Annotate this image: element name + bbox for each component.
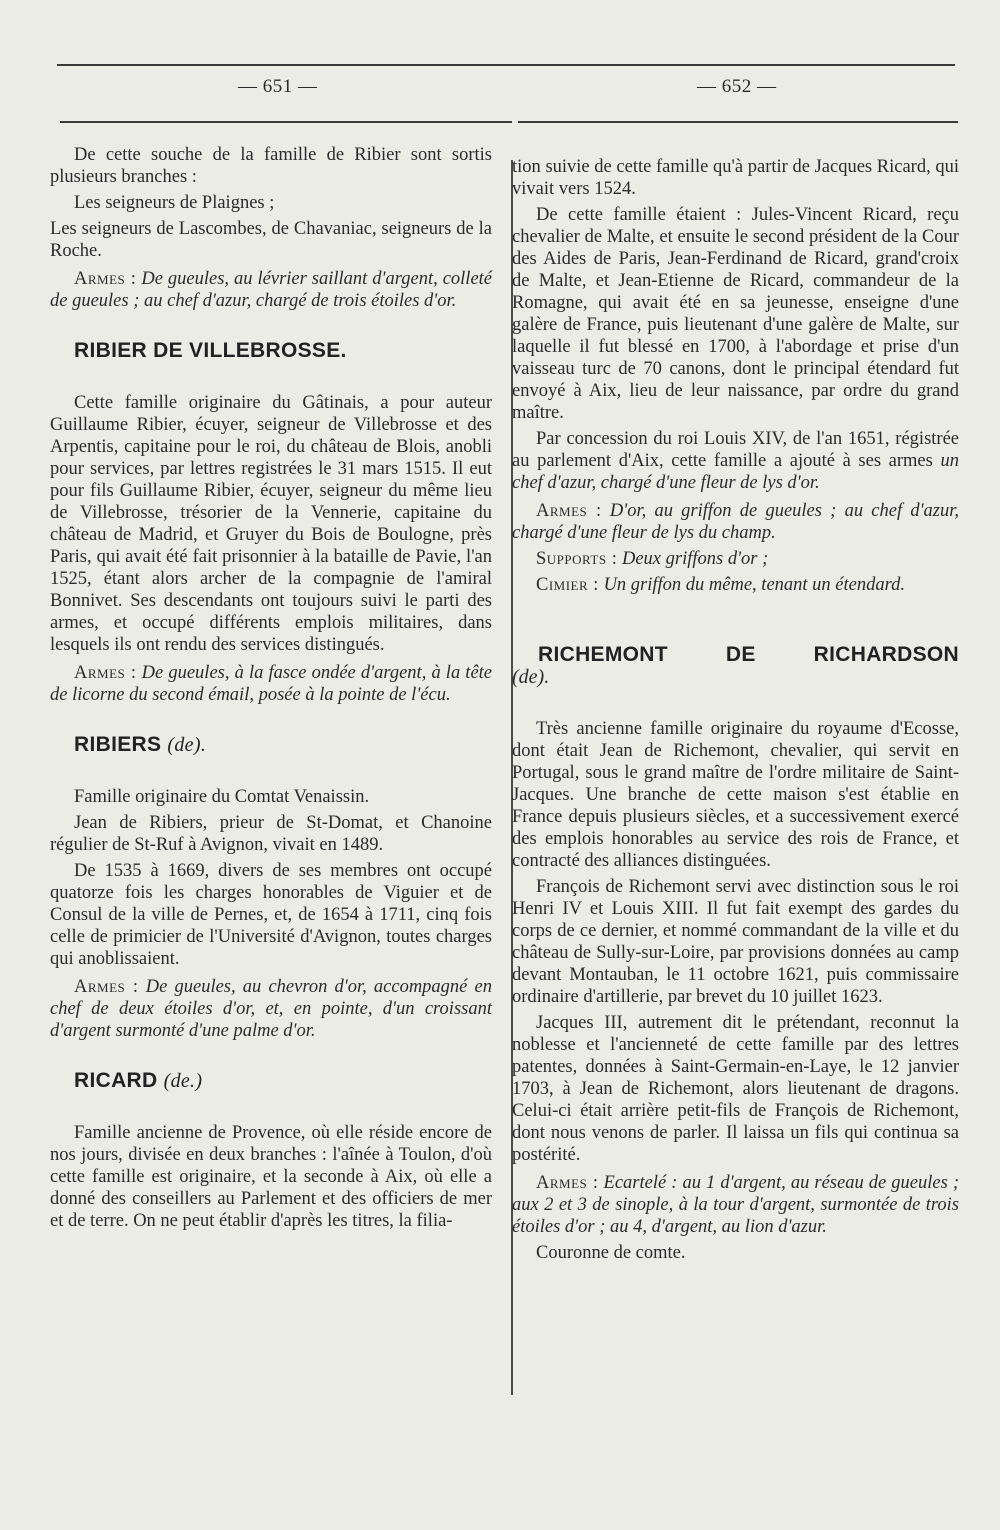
arms-label: Armes : — [74, 269, 137, 289]
paragraph: Famille originaire du Comtat Venaissin. — [74, 787, 370, 807]
arms-text: De gueules, à la fasce ondée d'argent, à la tête de licorne du second émail, posée à la pointe de l'écu. — [50, 663, 493, 705]
arms-paragraph — [512, 1172, 959, 1238]
arms-paragraph — [512, 500, 959, 544]
cimier-paragraph — [512, 574, 959, 596]
arms-label: Armes : — [74, 663, 137, 683]
section-heading-ribiers — [74, 734, 492, 756]
paragraph: tion suivie de cette famille qu'à partir de Jacques Ricard, qui vivait vers 1524. — [512, 157, 959, 199]
supports-label: Supports : — [536, 549, 618, 569]
paragraph: Jean de Ribiers, prieur de St-Domat, et Chanoine régulier de St-Ruf à Avignon, vivait en 1489. — [50, 813, 492, 855]
right-column — [512, 156, 959, 1268]
arms-paragraph — [50, 268, 492, 312]
paragraph: Famille ancienne de Provence, où elle réside encore de nos jours, divisée en deux branches : l'aînée à Toulon, d'où cette famille est originaire, et la seconde à Aix, où elle a donné des conseillers au Parlement et des officiers de mer et de terre. On ne peut établir d'après les titres, la filia- — [50, 1123, 492, 1231]
page-number-left: — 651 — — [238, 76, 318, 97]
arms-text: D'or, au griffon de gueules ; au chef d'azur, chargé d'une fleur de lys du champ. — [512, 501, 960, 543]
paragraph: Très ancienne famille originaire du royaume d'Ecosse, dont était Jean de Richemont, chevalier, qui servit en Portugal, sous le grand maître de l'ordre militaire de Saint-Jacques. Une branche de cette maison s'est établie en France depuis plusieurs siècles, et a successivement exercé des emplois honorables au service des rois de France, et contracté des alliances distinguées. — [512, 719, 959, 871]
arms-paragraph — [50, 976, 492, 1042]
paragraph: De 1535 à 1669, divers de ses membres ont occupé quatorze fois les charges honorables de Viguier et de Consul de la ville de Pernes, et, de 1654 à 1711, cinq fois celle de primicier de l'Université d'Avignon, toutes charges qui anoblissaient. — [50, 861, 492, 969]
paragraph: François de Richemont servi avec distinction sous le roi Henri IV et Louis XIII. Il fut fait exempt des gardes du corps de ce dernier, et nommé commandant de la ville et du château de Sully-sur-Loire, par provisions données au camp devant Montauban, le 11 octobre 1621, puis commissaire ordinaire d'artillerie, par brevet du 10 juillet 1623. — [512, 877, 959, 1007]
section-heading: RIBIER DE VILLEBROSSE. — [74, 339, 347, 362]
paragraph-italic: un chef d'azur, chargé d'une fleur de lys d'or. — [512, 451, 959, 493]
cimier-label: Cimier : — [536, 575, 599, 595]
arms-paragraph — [50, 662, 492, 706]
heading-particle: (de). — [167, 734, 207, 756]
paragraph — [512, 428, 959, 494]
section-heading-ricard — [74, 1070, 492, 1092]
paragraph: Jacques III, autrement dit le prétendant, reconnut la noblesse et l'ancienneté de cette famille par des lettres patentes, données à Saint-Germain-en-Laye, le 12 janvier 1703, à Jean de Richemont, alors lieutenant de dragons. Celui-ci était arrière petit-fils de François de Richemont, dont nous venons de parler. Il laissa un fils qui continua sa postérité. — [512, 1013, 959, 1165]
section-heading-richemont: RICHEMONT DE RICHARDSON — [538, 643, 959, 666]
paragraph: De cette souche de la famille de Ribier sont sortis plusieurs branches : — [50, 145, 492, 187]
arms-label: Armes : — [74, 977, 139, 997]
paragraph: De cette famille étaient : Jules-Vincent Ricard, reçu chevalier de Malte, et ensuite le second président de la Cour des Aides de Paris, Jean-Ferdinand de Ricard, grand'croix de Malte, et Jean-Etienne de Ricard, commandeur de la Romagne, qui avait été en sa jeunesse, enseigne d'une galère de France, puis lieutenant d'une galère de Malte, sur laquelle il fut blessé en 1700, à l'abordage et prise d'un vaisseau turc de 70 canons, dont le principal étendard fut envoyé à Aix, lieu de leur naissance, par ordre du grand maître. — [512, 205, 959, 423]
paragraph: Les seigneurs de Lascombes, de Chavaniac, seigneurs de la Roche. — [50, 219, 492, 261]
top-rule — [57, 64, 955, 66]
left-column — [50, 144, 492, 1236]
arms-label: Armes : — [536, 1173, 599, 1193]
paragraph: Cette famille originaire du Gâtinais, a pour auteur Guillaume Ribier, écuyer, seigneur de Villebrosse et des Arpentis, capitaine pour le roi, du château de Blois, anobli pour services, par lettres registrées le 31 mars 1515. Il eut pour fils Guillaume Ribier, écuyer, seigneur du même lieu de Villebrosse, trésorier de la Vennerie, capitaine du château de Madrid, et Gruyer du Bois de Boulogne, près Paris, qui avait été fait prisonnier à la bataille de Pavie, l'an 1525, étant alors archer de la compagnie de l'amiral Bonnivet. Ses descendants ont toujours suivi le parti des armes, et occupé différents emplois militaires, dans lesquels ils ont rendu des services distingués. — [50, 393, 492, 655]
paragraph: Les seigneurs de Plaignes ; — [74, 193, 275, 213]
arms-text: Ecartelé : au 1 d'argent, au réseau de gueules ; aux 2 et 3 de sinople, à la tour d'argent, surmontée de trois étoiles d'or ; au 4, d'argent, au lion d'azur. — [512, 1173, 960, 1237]
header-rule-left — [60, 121, 512, 123]
heading-title: RICARD — [74, 1069, 158, 1092]
paragraph-text: Par concession du roi Louis XIV, de l'an 1651, régistrée au parlement d'Aix, cette famille a ajouté à ses armes — [512, 429, 959, 471]
heading-particle: (de). — [512, 666, 550, 688]
cimier-text: Un griffon du même, tenant un étendard. — [603, 575, 906, 595]
supports-paragraph — [512, 548, 959, 570]
heading-title: RIBIERS — [74, 733, 162, 756]
paragraph: Couronne de comte. — [536, 1243, 686, 1263]
supports-text: Deux griffons d'or ; — [621, 549, 769, 569]
heading-particle: (de.) — [163, 1070, 203, 1092]
arms-label: Armes : — [536, 501, 602, 521]
arms-text: De gueules, au chevron d'or, accompagné en chef de deux étoiles d'or, et, en pointe, d'un croissant d'argent surmonté d'une palme d'or. — [50, 977, 493, 1041]
page-number-right: — 652 — — [697, 76, 777, 97]
arms-text: De gueules, au lévrier saillant d'argent, colleté de gueules ; au chef d'azur, chargé de trois étoiles d'or. — [50, 269, 493, 311]
header-rule-right — [518, 121, 958, 123]
